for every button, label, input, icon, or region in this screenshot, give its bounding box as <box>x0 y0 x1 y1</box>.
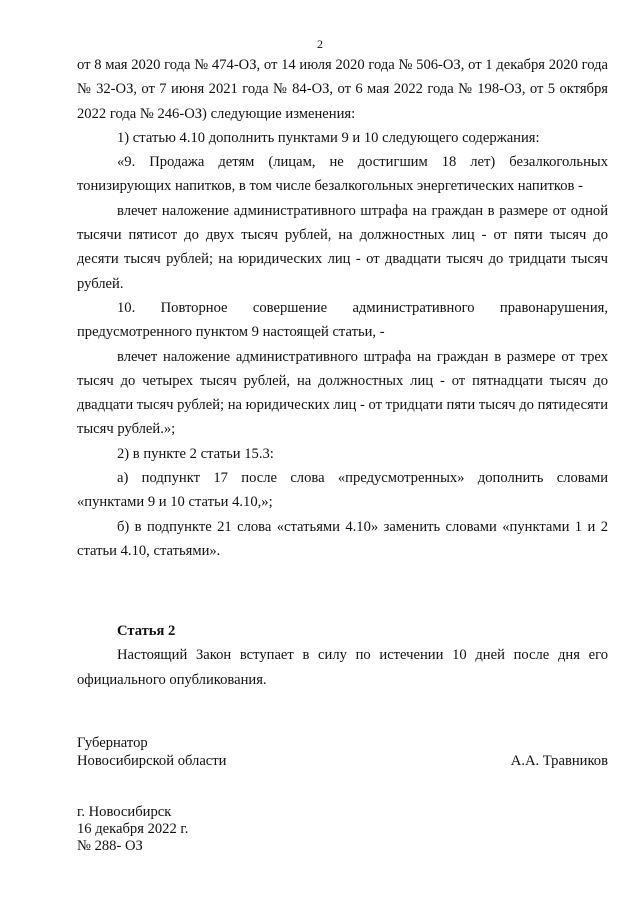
paragraph-point-9: «9. Продажа детям (лицам, не достигшим 18 лет) безалкогольных тонизирующих напитков, в том числе безалкогольных энергетических напитков - <box>77 154 608 195</box>
paragraph-amended-laws: от 8 мая 2020 года № 474-ОЗ, от 14 июля 2020 года № 506-ОЗ, от 1 декабря 2020 года № 32-ОЗ, от 7 июня 2021 года № 84-ОЗ, от 6 мая 2022 года № 198-ОЗ, от 5 октября 2022 года № 246-ОЗ) следующие изменения: <box>77 57 608 122</box>
footer-number: № 288- ОЗ <box>77 838 143 854</box>
paragraph-subitem-a: а) подпункт 17 после слова «предусмотренных» дополнить словами «пунктами 9 и 10 статьи 4.10,»; <box>77 470 608 511</box>
signature-name: А.А. Травников <box>510 753 608 769</box>
document-footer <box>77 804 377 855</box>
footer-city: г. Новосибирск <box>77 804 172 820</box>
article-2 <box>77 619 608 692</box>
paragraph-item-1: 1) статью 4.10 дополнить пунктами 9 и 10 следующего содержания: <box>117 129 540 146</box>
signature-block <box>77 734 608 770</box>
signature-title-line2: Новосибирской области <box>77 753 227 769</box>
article-2-text: Настоящий Закон вступает в силу по истечении 10 дней после дня его официального опубликования. <box>77 647 608 688</box>
article-1-continuation <box>77 53 608 563</box>
paragraph-point-9-penalty: влечет наложение административного штрафа на граждан в размере от одной тысячи пятисот до двух тысяч рублей, на должностных лиц - от пяти тысяч до десяти тысяч рублей; на юридических лиц - от двадцати тысяч до тридцати тысяч рублей. <box>77 202 608 292</box>
page-number: 2 <box>317 37 323 51</box>
paragraph-point-10: 10. Повторное совершение административного правонарушения, предусмотренного пунктом 9 настоящей статьи, - <box>77 299 608 341</box>
signature-row <box>77 752 608 770</box>
paragraph-item-2: 2) в пункте 2 статьи 15.3: <box>117 445 274 462</box>
article-2-heading: Статья 2 <box>117 623 176 639</box>
signature-title-line1: Губернатор <box>77 735 148 751</box>
paragraph-point-10-penalty: влечет наложение административного штрафа на граждан в размере от трех тысяч до четырех тысяч рублей, на должностных лиц - от пятнадцати тысяч до двадцати тысяч рублей; на юридических лиц - от тридцати пяти тысяч до пятидесяти тысяч рублей.»; <box>77 348 608 438</box>
footer-date: 16 декабря 2022 г. <box>77 821 189 837</box>
paragraph-subitem-b: б) в подпункте 21 слова «статьями 4.10» заменить словами «пунктами 1 и 2 статьи 4.10, статьями». <box>77 518 608 559</box>
